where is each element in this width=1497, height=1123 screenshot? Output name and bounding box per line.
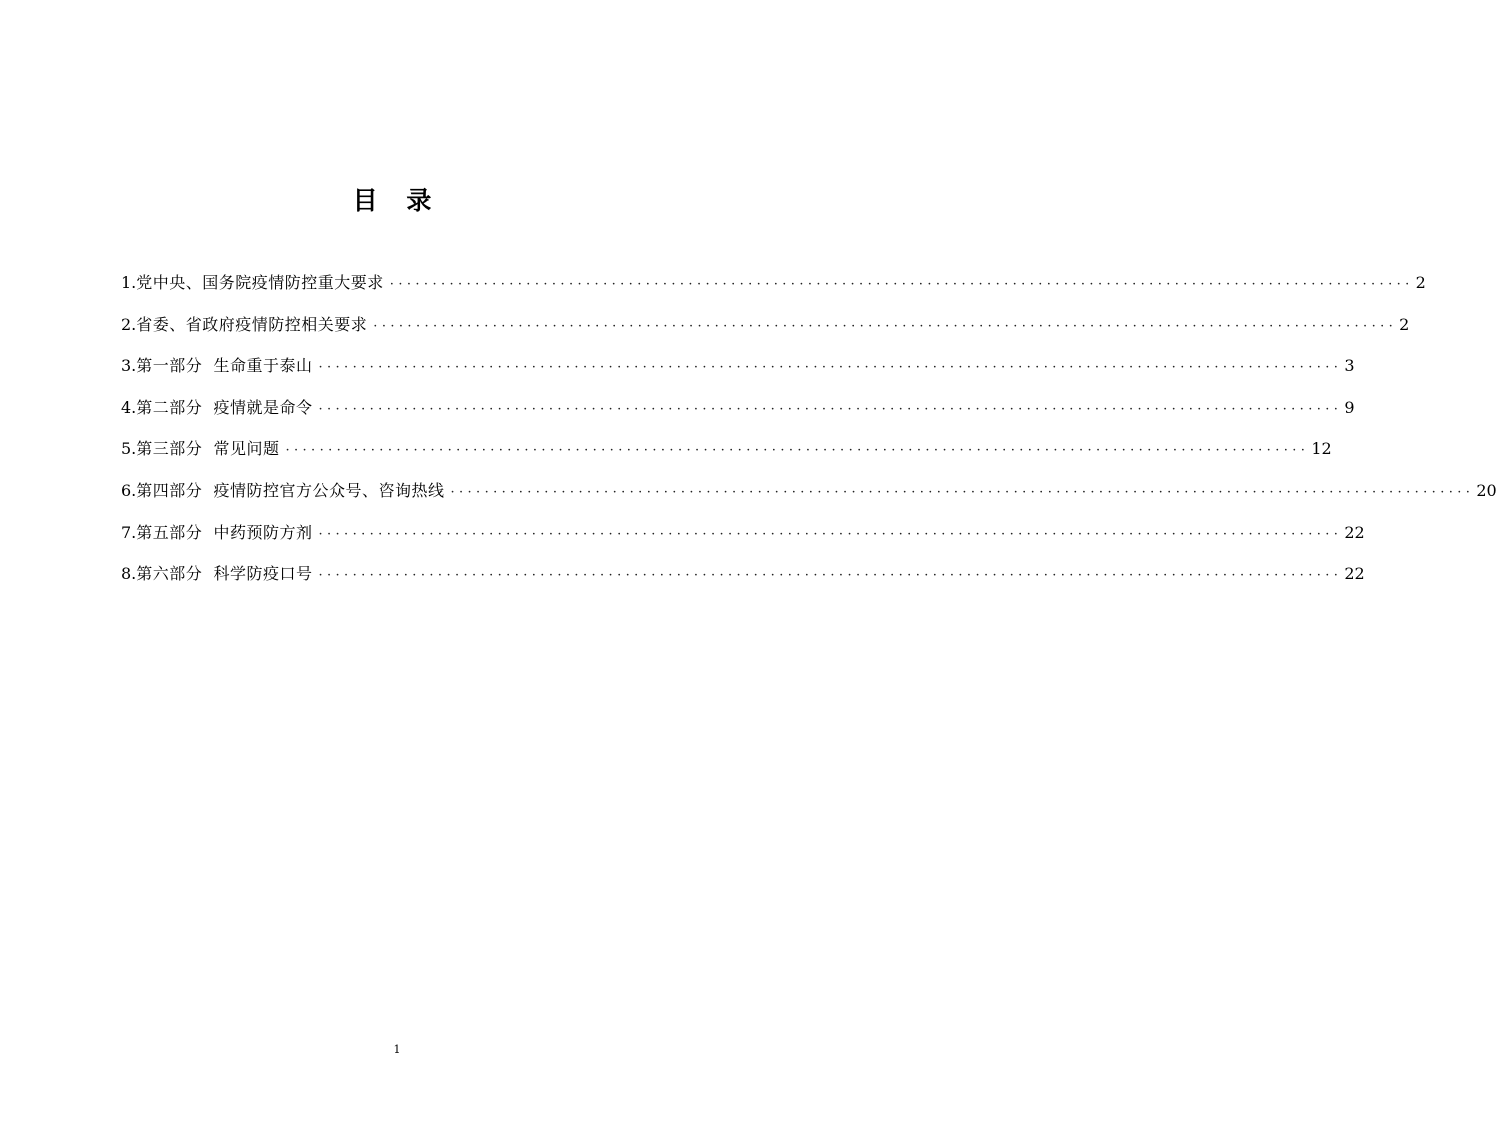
toc-entry-page: 22 (1344, 522, 1365, 542)
toc-leader-dots: ························································································································ (389, 277, 1414, 292)
toc-entry-number: 6. (121, 480, 137, 500)
toc-entry-label: 第六部分 科学防疫口号 (136, 564, 313, 584)
toc-entry[interactable] (121, 265, 1426, 307)
toc-leader-dots: ························································································································ (318, 526, 1343, 542)
toc-leader-dots: ························································································································ (450, 484, 1475, 500)
toc-entry[interactable] (121, 431, 1332, 473)
toc-entry-number: 3. (121, 356, 137, 376)
toc-entry-page: 2 (1415, 273, 1426, 292)
toc-entry-label: 党中央、国务院疫情防控重大要求 (136, 273, 384, 292)
toc-entry[interactable] (121, 556, 1365, 598)
toc-title: 目 录 (352, 186, 442, 215)
toc-entry-label: 第二部分 疫情就是命令 (136, 397, 313, 417)
toc-entry-label: 第三部分 常见问题 (136, 439, 280, 459)
toc-entry-label: 第五部分 中药预防方剂 (136, 522, 313, 542)
toc-entry-label: 第一部分 生命重于泰山 (136, 356, 313, 376)
toc-entry[interactable] (121, 348, 1355, 390)
toc-entry-number: 4. (121, 397, 137, 417)
toc-entry[interactable] (121, 307, 1410, 349)
toc-leader-dots: ························································································································ (318, 360, 1343, 376)
toc-leader-dots: ························································································································ (285, 443, 1310, 459)
page-number: 1 (393, 1043, 401, 1056)
toc-leader-dots: ························································································································ (373, 318, 1398, 334)
toc-entry[interactable] (121, 515, 1365, 557)
toc-entry-number: 1. (121, 273, 137, 292)
toc-entry[interactable] (121, 390, 1355, 432)
toc-entry-page: 2 (1399, 314, 1410, 334)
toc-entry-page: 20 (1476, 480, 1497, 500)
toc-entry-page: 3 (1344, 356, 1355, 376)
toc-entry-page: 22 (1344, 564, 1365, 584)
toc-entry-label: 第四部分 疫情防控官方公众号、咨询热线 (136, 480, 445, 500)
toc-entry[interactable] (121, 473, 1497, 515)
toc-entry-number: 2. (121, 314, 137, 334)
toc-entry-number: 5. (121, 439, 137, 459)
toc-entry-number: 7. (121, 522, 137, 542)
toc-list (121, 265, 1497, 598)
toc-leader-dots: ························································································································ (318, 401, 1343, 417)
toc-entry-label: 省委、省政府疫情防控相关要求 (136, 314, 368, 334)
toc-entry-page: 12 (1311, 439, 1332, 459)
toc-entry-number: 8. (121, 564, 137, 584)
toc-leader-dots: ························································································································ (318, 568, 1343, 584)
toc-entry-page: 9 (1344, 397, 1355, 417)
